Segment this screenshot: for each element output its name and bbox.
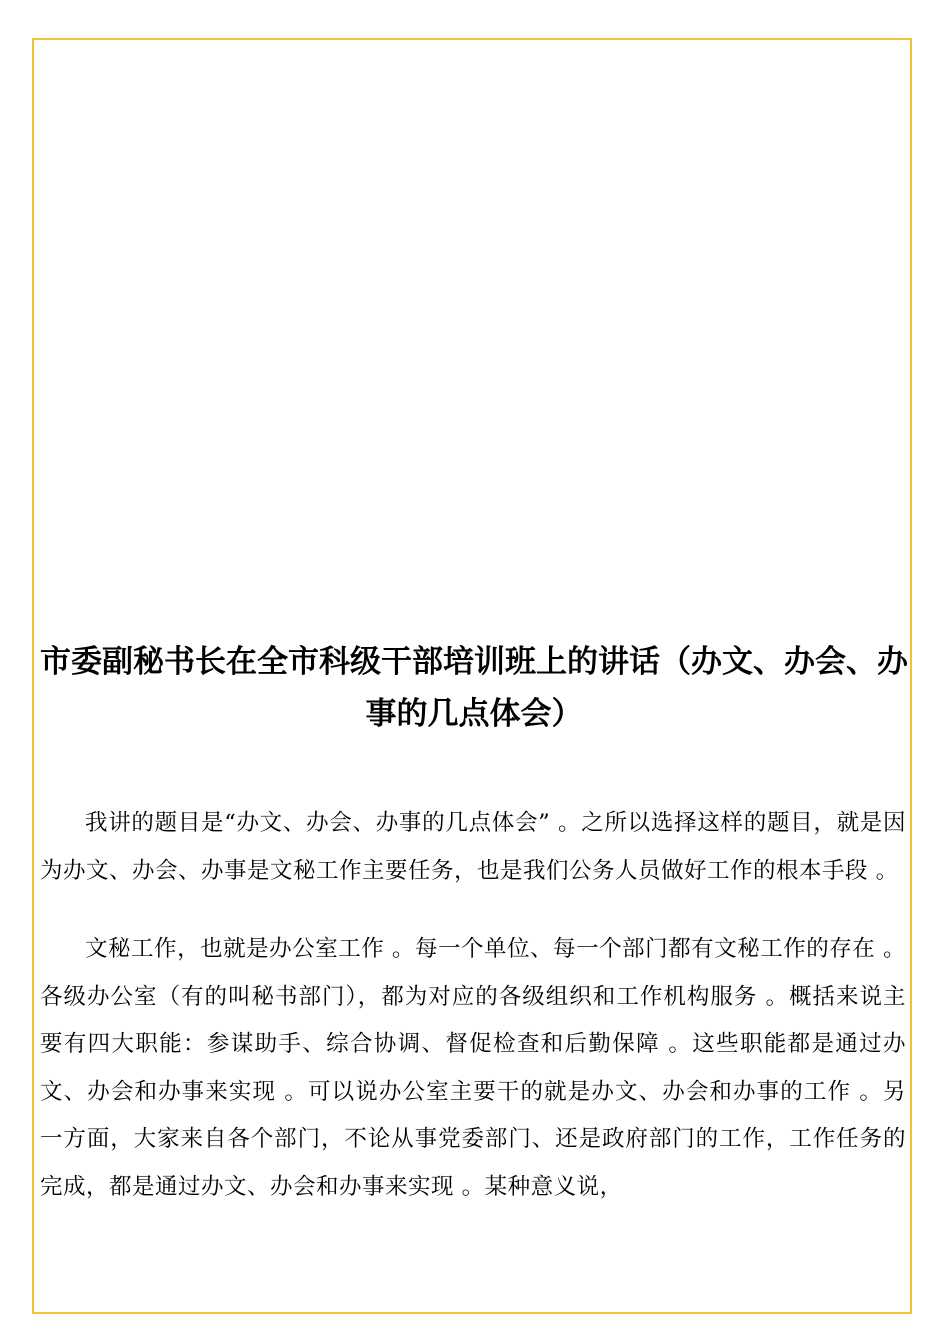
document-title: 市委副秘书长在全市科级干部培训班上的讲话（办文、办会、办事的几点体会） — [40, 644, 908, 732]
document-body — [40, 800, 906, 1242]
paragraph-1: 我讲的题目是“办文、办会、办事的几点体会” 。之所以选择这样的题目，就是因为办文、办会、办事是文秘工作主要任务，也是我们公务人员做好工作的根本手段 。 — [40, 810, 906, 884]
paragraph-2: 文秘工作，也就是办公室工作 。每一个单位、每一个部门都有文秘工作的存在 。各级办公室（有的叫秘书部门），都为对应的各级组织和工作机构服务 。概括来说主要有四大职能：参谋助手、综合协调、督促检查和后勤保障 。这些职能都是通过办文、办会和办事来实现 。可以说办公室主要干的就是办文、办会和办事的工作 。另一方面，大家来自各个部门，不论从事党委部门、还是政府部门的工作，工作任务的完成，都是通过办文、办会和办事来实现 。某种意义说， — [40, 936, 906, 1200]
